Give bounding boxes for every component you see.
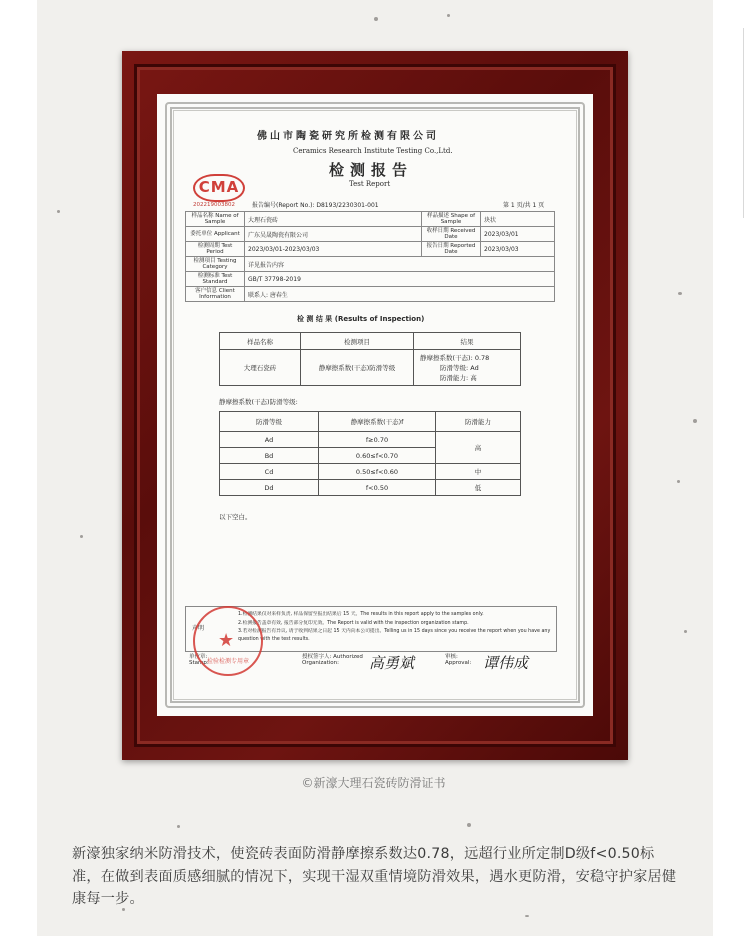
speck <box>693 419 697 423</box>
column-header: 静摩擦系数(干态)f <box>319 412 436 432</box>
speck <box>57 210 60 213</box>
info-value: 大理石瓷砖 <box>245 212 422 227</box>
info-value: 详见报告内容 <box>245 257 555 272</box>
grade-cell: Bd <box>220 448 319 464</box>
info-label: 报告日期 Reported Date <box>422 242 481 257</box>
range-cell: 0.60≤f<0.70 <box>319 448 436 464</box>
page-info: 第 1 页/共 1 页 <box>503 202 545 209</box>
grade-caption: 静摩擦系数(干态)防滑等级: <box>219 398 298 406</box>
sample-name-cell: 大理石瓷砖 <box>220 350 301 386</box>
table-row <box>186 212 555 227</box>
declaration-label: 声明 <box>192 625 205 632</box>
company-name-en: Ceramics Research Institute Testing Co.,Ltd. <box>293 147 453 155</box>
approval-signature: 谭伟成 <box>483 654 529 672</box>
grade-cell: Ad <box>220 432 319 448</box>
info-value: 2023/03/03 <box>481 242 555 257</box>
speck <box>525 915 529 917</box>
results-header: 检 测 结 果 (Results of Inspection) <box>297 315 425 323</box>
star-icon: ★ <box>218 630 235 651</box>
info-value: 广东吴晟陶瓷有限公司 <box>245 227 422 242</box>
official-stamp <box>193 606 263 676</box>
range-cell: 0.50≤f<0.60 <box>319 464 436 480</box>
authorized-label: 授权签字人: Authorized Organization: <box>302 654 363 666</box>
info-value: GB/T 37798-2019 <box>245 272 555 287</box>
table-row <box>186 227 555 242</box>
result-cell <box>414 350 521 386</box>
column-header: 防滑能力 <box>436 412 521 432</box>
table-row <box>186 272 555 287</box>
cma-logo: CMA <box>193 174 245 202</box>
approval-label: 审核: Approval: <box>445 654 472 666</box>
test-report-certificate <box>157 94 593 716</box>
table-row <box>220 480 521 496</box>
speck <box>374 17 378 21</box>
note-line: 2.检测报告盖章有效, 报告部分复印无效。The Report is valid with the inspection organization stamp. <box>238 621 469 626</box>
info-value: 块状 <box>481 212 555 227</box>
info-value: 2023/03/01-2023/03/03 <box>245 242 422 257</box>
info-label: 样品描述 Shape of Sample <box>422 212 481 227</box>
table-row <box>220 432 521 448</box>
result-line: 静摩擦系数(干态): 0.78 <box>420 353 490 362</box>
info-label: 检测标准 Test Standard <box>186 272 245 287</box>
result-table <box>219 332 521 386</box>
info-value: 联系人: 唐春生 <box>245 287 555 302</box>
speck <box>177 825 180 828</box>
table-row <box>186 257 555 272</box>
ability-cell: 高 <box>436 432 521 464</box>
cma-number: 202219003802 <box>193 202 235 208</box>
report-title-en: Test Report <box>349 180 391 188</box>
range-cell: f≥0.70 <box>319 432 436 448</box>
table-row <box>220 412 521 432</box>
ability-cell: 低 <box>436 480 521 496</box>
note-line: 1.检测结果仅对来样负责, 样品保留至报出结果后 15 天。The results in this report apply to the samples only. <box>238 612 484 617</box>
grade-cell: Dd <box>220 480 319 496</box>
speck <box>684 630 687 633</box>
company-name-cn: 佛山市陶瓷研究所检测有限公司 <box>257 131 439 142</box>
speck <box>467 823 471 827</box>
sample-info-table <box>185 211 555 302</box>
column-header: 样品名称 <box>220 333 301 350</box>
grade-cell: Cd <box>220 464 319 480</box>
table-row <box>220 350 521 386</box>
report-number: 报告编号(Report No.): D8193/2230301-001 <box>252 202 379 209</box>
speck <box>80 535 83 538</box>
info-label: 检测项目 Testing Category <box>186 257 245 272</box>
description-paragraph: 新濠独家纳米防滑技术，使瓷砖表面防滑静摩擦系数达0.78，远超行业所定制D级f<0.50标准，在做到表面质感细腻的情况下，实现干湿双重情境防滑效果，遇水更防滑，安稳守护家居健康每一步。 <box>72 846 677 907</box>
table-row <box>186 242 555 257</box>
stamp-label: 单位章: Stamp: <box>189 654 209 666</box>
speck <box>678 292 682 295</box>
table-row <box>220 333 521 350</box>
stamp-text: 检验检测专用章 <box>206 658 249 665</box>
note-line: 3.若对检测报告有异议, 请于收到结果之日起 15 天内向本公司提出。Telling us in 15 days since you receive the report when you have any question with the test results. <box>238 629 551 642</box>
side-scroll-edge <box>743 28 747 218</box>
table-row <box>220 464 521 480</box>
info-label: 客户信息 Client Information <box>186 287 245 302</box>
ability-cell: 中 <box>436 464 521 480</box>
result-line: 防滑等级: Ad <box>440 363 479 372</box>
range-cell: f<0.50 <box>319 480 436 496</box>
authorized-signature: 高勇斌 <box>369 654 415 672</box>
blank-below-note: 以下空白。 <box>219 513 252 521</box>
table-row <box>186 287 555 302</box>
info-value: 2023/03/01 <box>481 227 555 242</box>
test-item-cell: 静摩擦系数(干态)防滑等级 <box>301 350 414 386</box>
info-label: 检测周期 Test Period <box>186 242 245 257</box>
speck <box>447 14 450 17</box>
info-label: 委托单位 Applicant <box>186 227 245 242</box>
info-label: 样品名称 Name of Sample <box>186 212 245 227</box>
image-caption: ©新濠大理石瓷砖防滑证书 <box>301 776 446 790</box>
grade-table <box>219 411 521 496</box>
column-header: 结果 <box>414 333 521 350</box>
speck <box>677 480 680 483</box>
report-title-cn: 检测报告 <box>329 161 414 179</box>
column-header: 防滑等级 <box>220 412 319 432</box>
info-label: 收样日期 Received Date <box>422 227 481 242</box>
result-line: 防滑能力: 高 <box>440 373 477 382</box>
column-header: 检测项目 <box>301 333 414 350</box>
